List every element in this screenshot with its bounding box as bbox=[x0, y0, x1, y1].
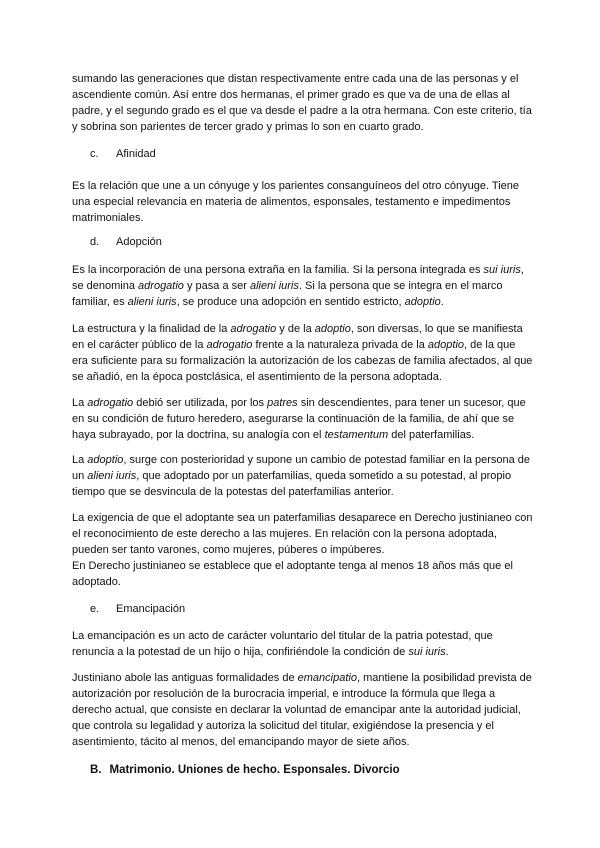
paragraph-emancipacion: La emancipación es un acto de carácter voluntario del titular de la patria potestad, que renuncia a la potestad de un hijo o hija, confiriéndole la condición de sui iuris. bbox=[72, 630, 493, 658]
paragraph-adrogatio: La adrogatio debió ser utilizada, por los patres sin descendientes, para tener un sucesor, que en su condición de futuro heredero, asegurarse la continuación de la familia, de ahí que se haya subrayado, por la doctrina, su analogía con el testamentum del paterfamilias. bbox=[72, 397, 526, 441]
paragraph-exigencia: La exigencia de que el adoptante sea un paterfamilias desaparece en Derecho justinianeo con el reconocimiento de este derecho a las mujeres. En relación con la persona adoptada, pueden ser tanto varones, como mujeres, púberes o impúberes. En Derecho justinianeo se establece que el adoptante tenga al menos 18 años más que el adoptado. bbox=[72, 512, 533, 588]
paragraph-estructura: La estructura y la finalidad de la adrogatio y de la adoptio, son diversas, lo que se manifiesta en el carácter público de la adrogatio frente a la naturaleza privada de la adoptio, de la que era suficiente para su formalización la autorización de los cabezas de familia afectados, al que se añadió, en la época postclásica, el asentimiento de la persona adoptada. bbox=[72, 323, 533, 383]
paragraph-afinidad: Es la relación que une a un cónyuge y los parientes consanguíneos del otro cónyuge. Tiene una especial relevancia en materia de alimentos, esponsales, testamento e impedimentos matrimoniales. bbox=[72, 180, 520, 224]
heading-emancipacion: e. Emancipación bbox=[90, 603, 186, 615]
paragraph-adopcion-definicion: Es la incorporación de una persona extraña en la familia. Si la persona integrada es sui iuris, se denomina adrogatio y pasa a ser alieni iuris. Si la persona que se integra en el marco familiar, es alieni iuris, se produce una adopción en sentido estricto, adoptio. bbox=[72, 264, 524, 308]
heading-adopcion: d. Adopción bbox=[90, 236, 162, 248]
heading-section-b: B. Matrimonio. Uniones de hecho. Esponsales. Divorcio bbox=[90, 764, 400, 776]
heading-afinidad: c. Afinidad bbox=[90, 148, 156, 160]
paragraph-adoptio: La adoptio, surge con posterioridad y supone un cambio de potestad familiar en la persona de un alieni iuris, que adoptado por un paterfamilias, queda sometido a su potestad, al propio tiempo que se desvincula de la potestas del paterfamilias anterior. bbox=[72, 454, 531, 498]
paragraph-justiniano: Justiniano abole las antiguas formalidades de emancipatio, mantiene la posibilidad prevista de autorización por resolución de la burocracia imperial, e introduce la fórmula que llega a derecho actual, que consiste en declarar la voluntad de emancipar ante la autoridad judicial, que controla su legalidad y autoriza la solicitud del titular, exigiéndose la presencia y el asentimiento, tácito al menos, del emancipando mayor de siete años. bbox=[72, 672, 532, 748]
paragraph-grados: sumando las generaciones que distan respectivamente entre cada una de las personas y el ascendiente común. Así entre dos hermanas, el primer grado es que va de una de ellas al padre, y el segundo grado es el que va desde el padre a la otra hermana. Con este criterio, tía y sobrina son parientes de tercer grado y primas lo son en cuarto grado. bbox=[72, 73, 532, 133]
